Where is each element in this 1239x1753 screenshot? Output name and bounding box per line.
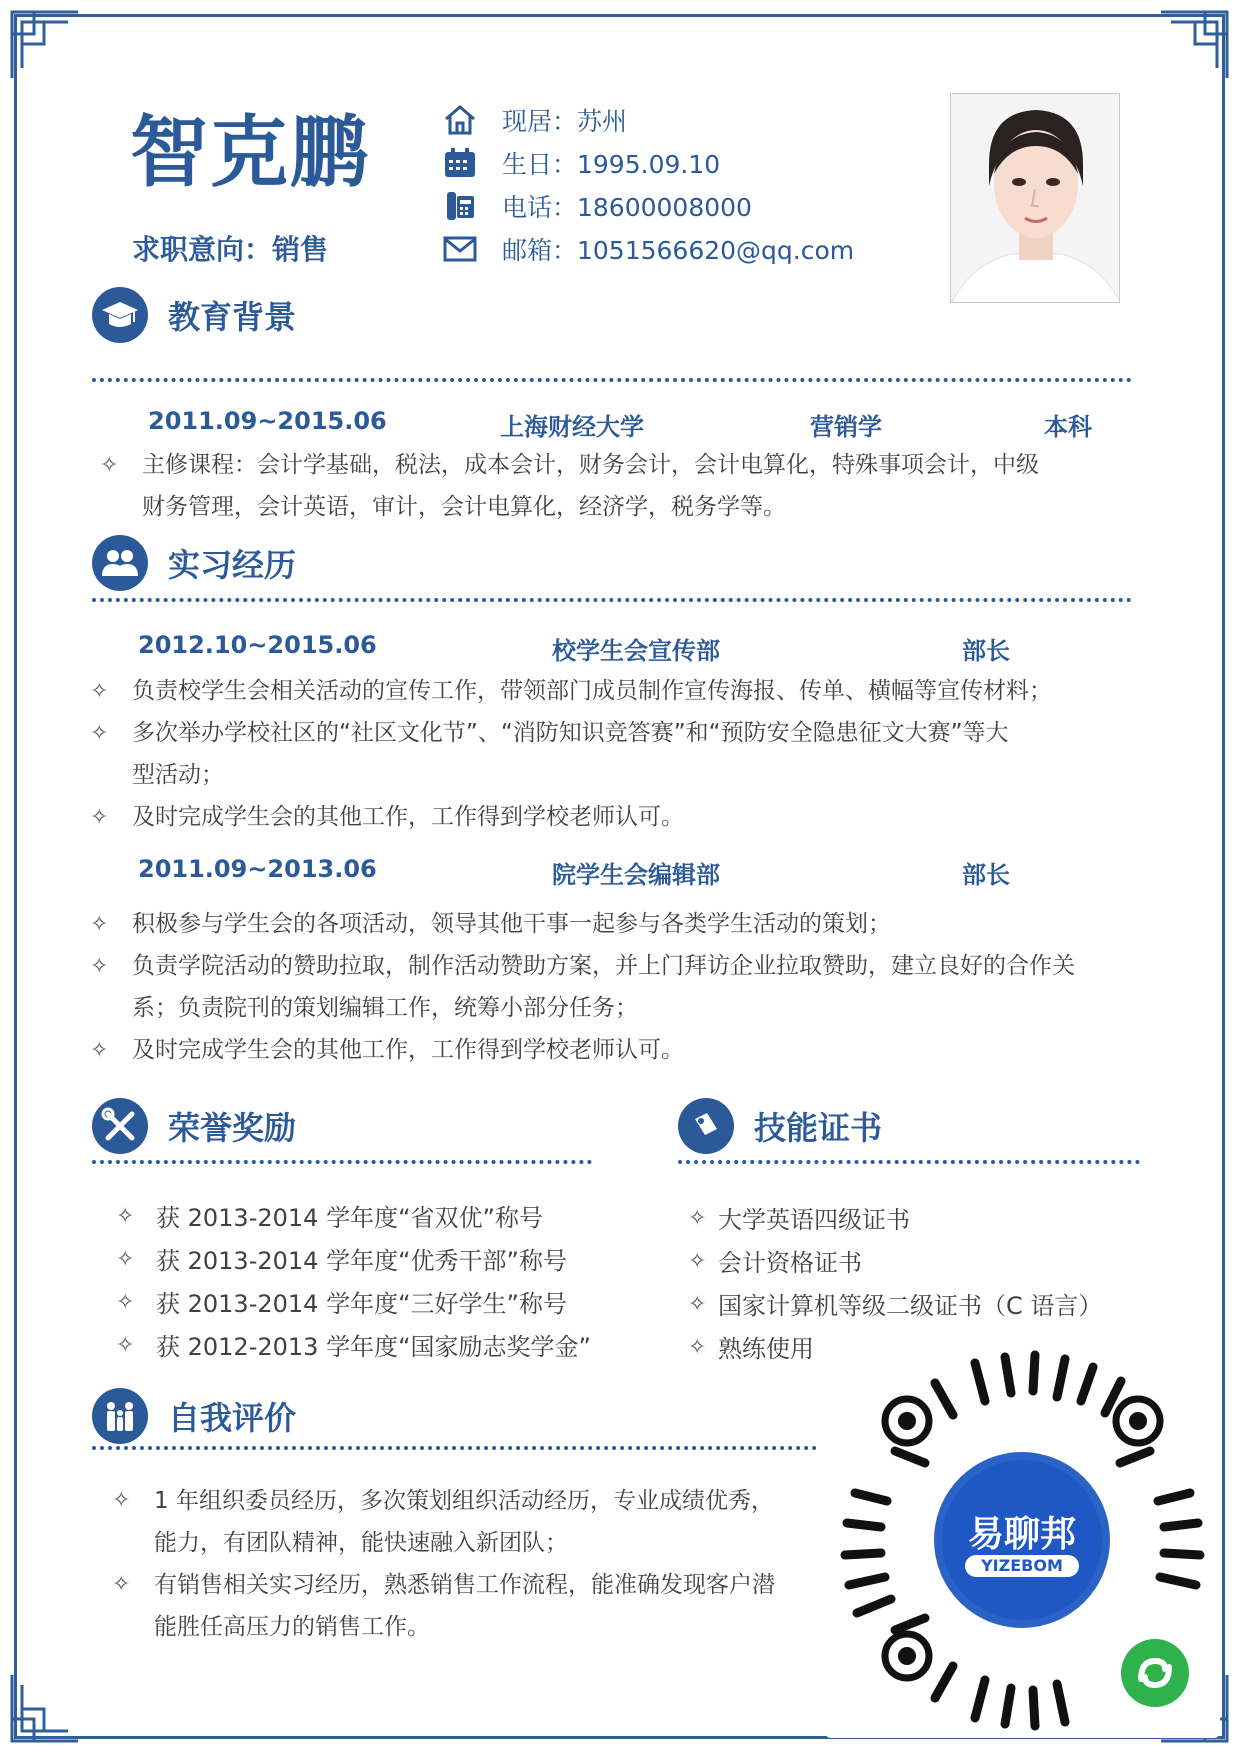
birthday-row xyxy=(440,141,854,184)
profile-photo xyxy=(950,93,1120,303)
honor-item: 获 2012-2013 学年度“国家励志奖学金” xyxy=(156,1333,591,1361)
graduation-cap-icon xyxy=(92,287,148,343)
family-icon xyxy=(92,1388,148,1444)
candidate-name: 智克鹏 xyxy=(130,108,371,198)
honor-item: 获 2013-2014 学年度“三好学生”称号 xyxy=(156,1290,567,1318)
section-divider xyxy=(92,1446,817,1450)
honors-header xyxy=(92,1098,296,1154)
qr-logo-en: YIZEBOM xyxy=(981,1556,1063,1575)
job-role: 部长 xyxy=(962,637,1010,665)
bullet-icon: ✧ xyxy=(90,912,109,937)
honor-item: 获 2013-2014 学年度“优秀干部”称号 xyxy=(156,1247,567,1275)
self-eval-title: 自我评价 xyxy=(168,1399,297,1437)
skill-item: 大学英语四级证书 xyxy=(718,1206,910,1234)
education-degree: 本科 xyxy=(1044,413,1092,441)
mail-icon xyxy=(440,232,480,266)
job-point: 多次举办学校社区的“社区文化节”、“消防知识竞答赛”和“预防安全隐患征文大赛”等大 xyxy=(132,720,1009,746)
education-header xyxy=(92,287,296,343)
internship-header xyxy=(92,535,296,591)
corner-ornament xyxy=(1159,10,1229,80)
job-intent: 求职意向：销售 xyxy=(132,233,329,266)
phone-icon xyxy=(440,189,480,223)
honor-item: 获 2013-2014 学年度“省双优”称号 xyxy=(156,1204,543,1232)
residence-row xyxy=(440,98,854,141)
education-courses-line: 主修课程：会计学基础，税法，成本会计，财务会计，会计电算化，特殊事项会计，中级 xyxy=(142,452,1039,478)
skills-header xyxy=(678,1098,882,1154)
skills-title: 技能证书 xyxy=(754,1109,883,1147)
qr-logo-text: 易聊邦 xyxy=(967,1514,1076,1555)
education-title: 教育背景 xyxy=(168,298,297,336)
phone-text: 电话：18600008000 xyxy=(502,192,752,222)
job-point: 积极参与学生会的各项活动，领导其他干事一起参与各类学生活动的策划； xyxy=(132,911,891,937)
tools-icon xyxy=(92,1098,148,1154)
bullet-icon: ✧ xyxy=(90,1038,109,1063)
bullet-icon: ✧ xyxy=(688,1335,707,1360)
job-org: 院学生会编辑部 xyxy=(552,861,720,889)
bullet-icon: ✧ xyxy=(112,1488,131,1513)
self-eval-line: 1 年组织委员经历，多次策划组织活动经历，专业成绩优秀， xyxy=(154,1488,774,1514)
bullet-icon: ✧ xyxy=(112,1572,131,1597)
self-eval-line: 能胜任高压力的销售工作。 xyxy=(154,1614,430,1640)
job-role: 部长 xyxy=(962,861,1010,889)
bullet-icon: ✧ xyxy=(116,1333,135,1358)
residence-text: 现居：苏州 xyxy=(502,106,628,136)
job-org: 校学生会宣传部 xyxy=(552,637,720,665)
section-divider xyxy=(92,1160,592,1164)
self-eval-header xyxy=(92,1388,296,1444)
section-divider xyxy=(92,378,1132,382)
skill-item: 会计资格证书 xyxy=(718,1249,862,1277)
bullet-icon: ✧ xyxy=(116,1247,135,1272)
self-eval-line: 有销售相关实习经历，熟悉销售工作流程，能准确发现客户潜 xyxy=(154,1572,775,1598)
bullet-icon: ✧ xyxy=(100,453,119,478)
bullet-icon: ✧ xyxy=(116,1290,135,1315)
job-point: 及时完成学生会的其他工作，工作得到学校老师认可。 xyxy=(132,804,684,830)
job-period: 2012.10~2015.06 xyxy=(138,631,377,659)
job-point: 负责学院活动的赞助拉取，制作活动赞助方案，并上门拜访企业拉取赞助，建立良好的合作关 xyxy=(132,953,1075,979)
corner-ornament xyxy=(10,10,80,80)
contact-info xyxy=(440,98,854,270)
education-school: 上海财经大学 xyxy=(500,413,644,441)
bullet-icon: ✧ xyxy=(90,954,109,979)
bullet-icon: ✧ xyxy=(90,805,109,830)
bullet-icon: ✧ xyxy=(688,1292,707,1317)
bullet-icon: ✧ xyxy=(116,1204,135,1229)
birthday-text: 生日：1995.09.10 xyxy=(502,149,721,179)
bullet-icon: ✧ xyxy=(90,721,109,746)
email-text: 邮箱：1051566620@qq.com xyxy=(502,235,855,265)
certificate-icon xyxy=(678,1098,734,1154)
home-icon xyxy=(440,103,480,137)
section-divider xyxy=(678,1160,1140,1164)
job-point: 型活动； xyxy=(132,762,224,788)
corner-ornament xyxy=(10,1673,80,1743)
honors-title: 荣誉奖励 xyxy=(168,1109,297,1147)
skill-item: 熟练使用 xyxy=(718,1335,814,1363)
education-period: 2011.09~2015.06 xyxy=(148,407,387,435)
bullet-icon: ✧ xyxy=(90,679,109,704)
people-icon xyxy=(92,535,148,591)
mini-program-code[interactable] xyxy=(825,1343,1220,1738)
bullet-icon: ✧ xyxy=(688,1206,707,1231)
phone-row xyxy=(440,184,854,227)
section-divider xyxy=(92,598,1132,602)
internship-title: 实习经历 xyxy=(168,546,297,584)
job-point: 及时完成学生会的其他工作，工作得到学校老师认可。 xyxy=(132,1037,684,1063)
self-eval-line: 能力，有团队精神，能快速融入新团队； xyxy=(154,1530,568,1556)
calendar-icon xyxy=(440,146,480,180)
job-point: 系；负责院刊的策划编辑工作，统筹小部分任务； xyxy=(132,995,638,1021)
bullet-icon: ✧ xyxy=(688,1249,707,1274)
education-courses-line: 财务管理，会计英语，审计，会计电算化，经济学，税务学等。 xyxy=(142,494,786,520)
job-period: 2011.09~2013.06 xyxy=(138,855,377,883)
education-major: 营销学 xyxy=(810,413,882,441)
skill-item: 国家计算机等级二级证书（C 语言） xyxy=(718,1292,1103,1320)
email-row xyxy=(440,227,854,270)
job-point: 负责校学生会相关活动的宣传工作，带领部门成员制作宣传海报、传单、横幅等宣传材料； xyxy=(132,678,1052,704)
